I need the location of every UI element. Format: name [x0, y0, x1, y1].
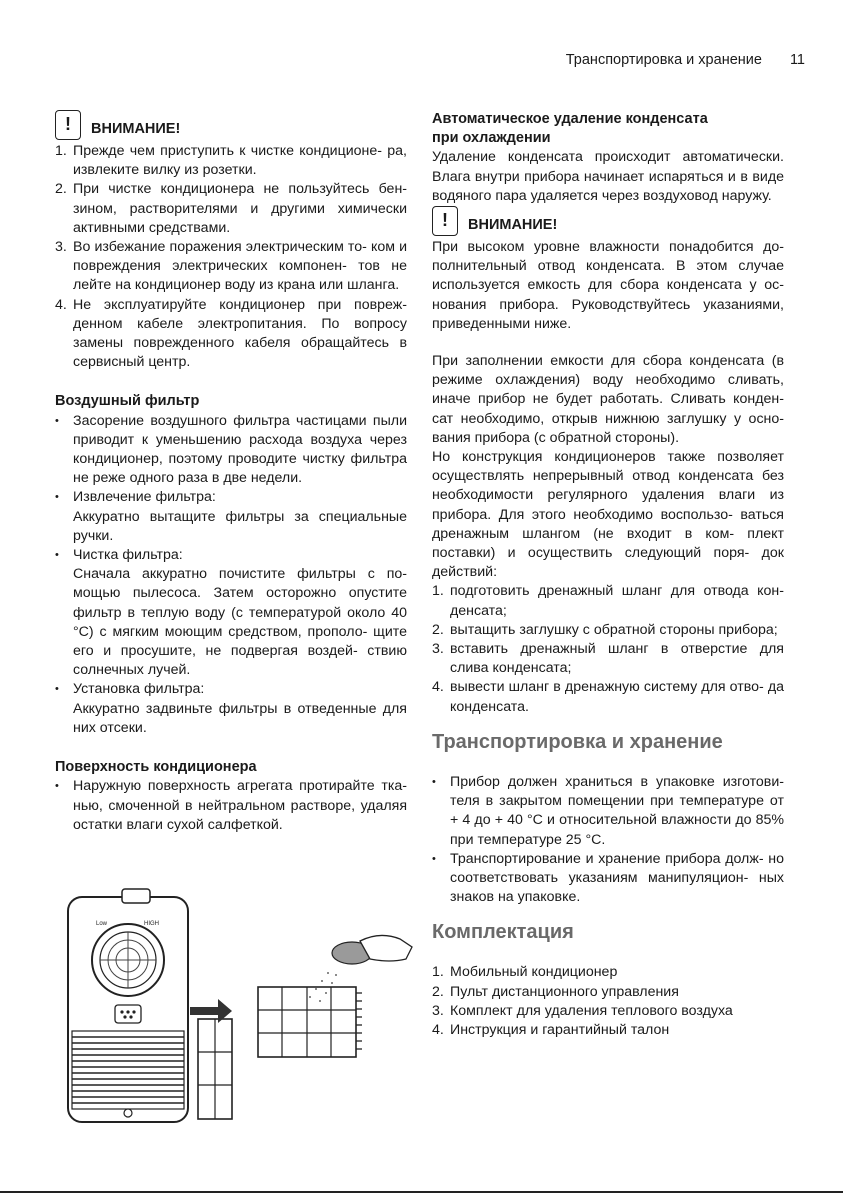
steps-list	[432, 582, 784, 716]
page-header	[566, 52, 805, 68]
hose-paragraph: Но конструкция кондиционеров также позволяет осуществлять непрерывный отвод конденсата без необходимости регулярного удаления влаги из прибора. Для этого необходимо воспользо- ваться дренажным шлангом (не входит в ком- плект поставки) и осуществить следующий поря- док действий:	[432, 449, 784, 581]
filter-list	[55, 412, 407, 738]
list-item: • Засорение воздушного фильтра частицами пыли приводит к уменьшению расхода воздуха через кондиционер, поэтому проводите чистку фильтра не реже одного раза в две недели.	[55, 412, 407, 487]
list-item: • Наружную поверхность агрегата протирайте тка- нью, смоченной в нейтральном растворе, удаляя остатки влаги сухой салфеткой.	[55, 778, 407, 833]
exclamation-icon: !	[55, 110, 81, 140]
list-item: • Извлечение фильтра: Аккуратно вытащите фильтры за специальные ручки.	[55, 489, 407, 544]
list-item: 2. Пульт дистанционного управления	[432, 983, 679, 1000]
left-column	[55, 110, 407, 835]
list-item: 1. подготовить дренажный шланг для отвода кон- денсата;	[432, 583, 784, 619]
surface-list	[55, 777, 407, 835]
exclamation-icon: !	[432, 206, 458, 236]
list-item: 2. вытащить заглушку с обратной стороны прибора;	[432, 621, 778, 638]
warning-text: При высоком уровне влажности понадобится до- полнительный отвод конденсата. В этом случае используется емкость для сбора конденсата у ос- нования прибора. Руководствуйтесь указаниями, приведенными ниже.	[432, 239, 784, 332]
list-item: 2. При чистке кондиционера не пользуйтесь бен- зином, растворителями и другими химически активными средствами.	[55, 181, 407, 236]
list-item: • Прибор должен храниться в упаковке изготови- теля в закрытом помещении при температуре от + 4 до + 40 °C и относительной влажности до 85% при температуре 25 °C.	[432, 773, 784, 848]
air-conditioner-illustration	[60, 885, 420, 1125]
warning-title-2: ВНИМАНИЕ!	[468, 217, 558, 234]
list-item: 3. Комплект для удаления теплового воздуха	[432, 1002, 733, 1019]
warning-block-2	[432, 206, 784, 236]
drain-paragraph: При заполнении емкости для сбора конденсата (в режиме охлаждения) воду необходимо сливать, иначе прибор не будет работать. Сливать конден- сат необходимо, открыв нижнюю заглушку у осно- вания прибора (с обратной стороны).	[432, 353, 784, 446]
list-item: 4. Не эксплуатируйте кондиционер при повреж- денном кабеле электропитания. По вопросу замены поврежденного кабеля обращайтесь в сервисный центр.	[55, 296, 407, 371]
auto-drain-heading-line2: при охлаждении	[432, 130, 551, 147]
low-label: Low	[96, 921, 108, 927]
kit-heading: Комплектация	[432, 921, 574, 944]
warning-title: ВНИМАНИЕ!	[91, 121, 181, 138]
list-item: 3. вставить дренажный шланг в отверстие для слива конденсата;	[432, 641, 784, 677]
page-number: 11	[789, 52, 805, 68]
list-item: 1. Прежде чем приступить к чистке кондиционе- ра, извлеките вилку из розетки.	[55, 143, 407, 179]
list-item: • Транспортирование и хранение прибора долж- но соответствовать указаниям манипуляцион- ных знаков на упаковке.	[432, 850, 784, 906]
filter-heading: Воздушный фильтр	[55, 393, 200, 410]
list-item: 4. Инструкция и гарантийный талон	[432, 1021, 670, 1038]
list-item: 3. Во избежание поражения электрическим то- ком и повреждения электрических компонен- тов не лейте на кондиционер воду из крана или шланга.	[55, 239, 407, 294]
warning-list	[55, 142, 407, 372]
auto-drain-text: Удаление конденсата происходит автоматически. Влага внутри прибора начинает испаряться и в виде водяного пара удаляется через воздуховод наружу.	[432, 149, 784, 204]
auto-drain-heading-line1: Автоматическое удаление конденсата	[432, 111, 708, 127]
transport-list	[432, 773, 784, 907]
high-label: HIGH	[144, 921, 159, 927]
list-item: • Установка фильтра: Аккуратно задвиньте фильтры в отведенные для них отсеки.	[55, 681, 407, 736]
list-item: 1. Мобильный кондиционер	[432, 964, 618, 981]
kit-list	[432, 963, 784, 1040]
list-item: 4. вывести шланг в дренажную систему для отво- да конденсата.	[432, 679, 784, 715]
right-column	[432, 110, 784, 1040]
warning-block	[55, 110, 407, 140]
transport-heading: Транспортировка и хранение	[432, 730, 723, 753]
list-item: • Чистка фильтра: Сначала аккуратно почистите фильтры с по- мощью пылесоса. Затем осторожно опустите фильтр в теплую воду (с температурой около 40 °C) с мягким моющим средством, прополо- щите его и просушите, не подвергая воздей- ствию солнечных лучей.	[55, 547, 407, 679]
filter-removal-illustration	[60, 885, 420, 1130]
running-title: Транспортировка и хранение	[565, 52, 762, 68]
surface-heading: Поверхность кондиционера	[55, 759, 257, 776]
